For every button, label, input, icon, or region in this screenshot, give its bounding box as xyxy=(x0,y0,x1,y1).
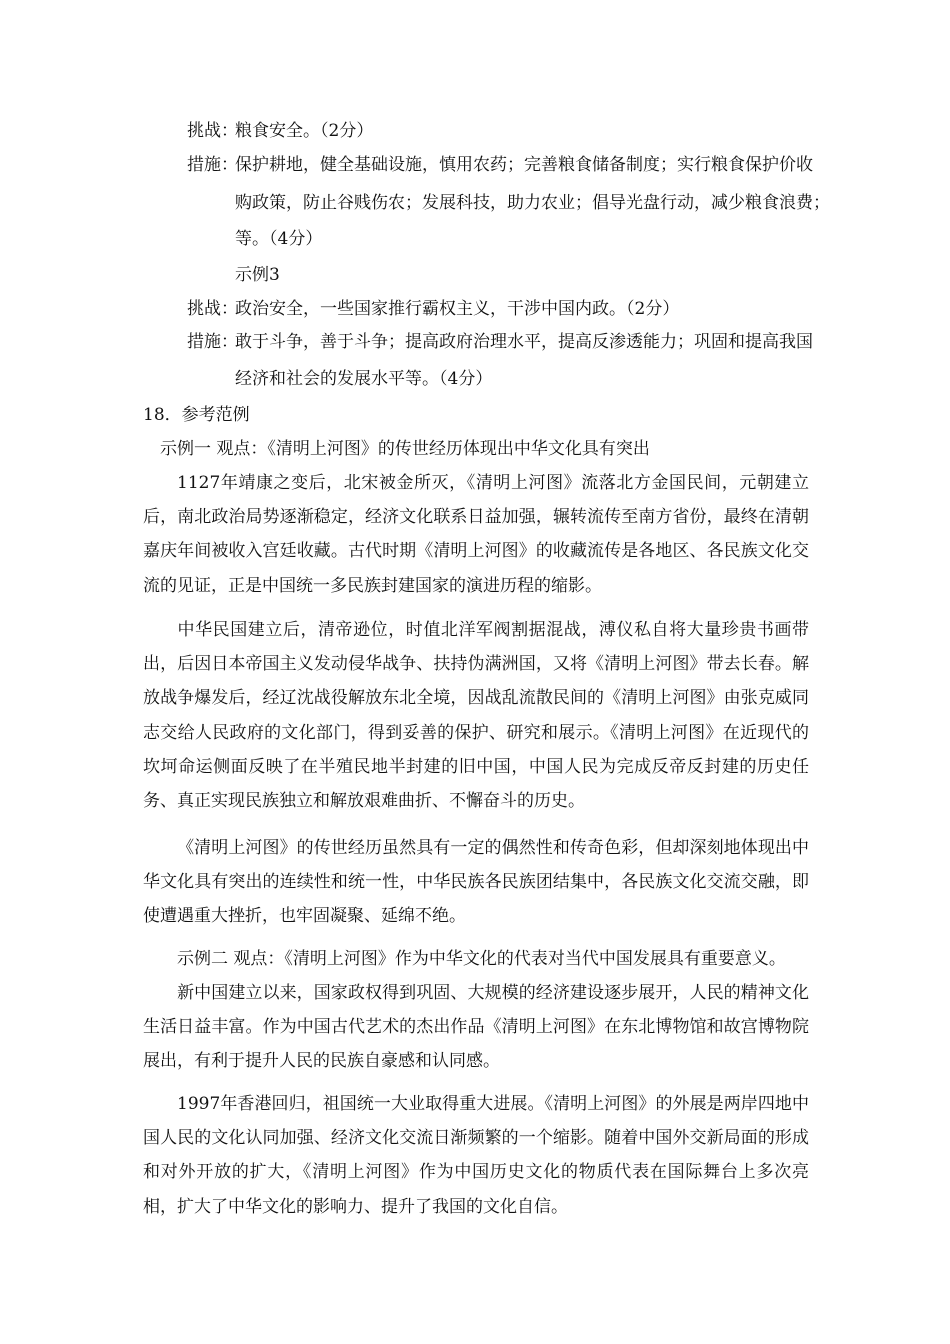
example-one-heading: 示例一 观点：《清明上河图》的传世经历体现出中华文化具有突出 xyxy=(160,439,650,459)
measure-a-label: 措施： xyxy=(187,155,238,175)
measure-b-label: 措施： xyxy=(187,332,238,352)
challenge-a-label: 挑战： xyxy=(187,121,238,141)
measure-a xyxy=(187,154,813,176)
question-18-heading: 18．参考范例 xyxy=(143,405,250,425)
paragraph-5-text: 1997年香港回归，祖国统一大业取得重大进展。《清明上河图》的外展是两岸四地中国人民的文化认同加强、经济文化交流日渐频繁的一个缩影。随着中国外交新局面的形成和对外开放的扩大，《清明上河图》作为中国历史文化的物质代表在国际舞台上多次亮相，扩大了中华文化的影响力、提升了我国的文化自信。 xyxy=(143,1094,809,1217)
example-two-heading: 示例二 观点：《清明上河图》作为中华文化的代表对当代中国发展具有重要意义。 xyxy=(177,949,786,969)
measure-a-line: 购政策，防止谷贱伤农；发展科技，助力农业；倡导光盘行动，减少粮食浪费； xyxy=(235,193,830,213)
paragraph-4 xyxy=(143,976,809,1079)
paragraph-1-text: 1127年靖康之变后，北宋被金所灭，《清明上河图》流落北方金国民间，元朝建立后，南北政治局势逐渐稳定，经济文化联系日益加强，辗转流传至南方省份，最终在清朝嘉庆年间被收入宫廷收藏。古代时期《清明上河图》的收藏流传是各地区、各民族文化交流的见证，正是中国统一多民族封建国家的演进历程的缩影。 xyxy=(143,473,809,596)
challenge-a-text: 粮食安全。（2分） xyxy=(235,121,374,141)
paragraph-3 xyxy=(143,831,809,934)
challenge-b-text: 政治安全，一些国家推行霸权主义，干涉中国内政。（2分） xyxy=(235,299,680,319)
measure-b-line: 敢于斗争，善于斗争；提高政府治理水平，提高反渗透能力；巩固和提高我国 xyxy=(235,332,813,352)
paragraph-2 xyxy=(143,613,809,818)
measure-a-line: 保护耕地，健全基础设施，慎用农药；完善粮食储备制度；实行粮食保护价收 xyxy=(235,155,813,175)
paragraph-1 xyxy=(143,466,809,603)
example-3-heading: 示例3 xyxy=(235,265,280,285)
paragraph-5 xyxy=(143,1087,809,1224)
paragraph-4-text: 新中国建立以来，国家政权得到巩固、大规模的经济建设逐步展开，人民的精神文化生活日益丰富。作为中国古代艺术的杰出作品《清明上河图》在东北博物馆和故宫博物院展出，有利于提升人民的民族自豪感和认同感。 xyxy=(143,983,809,1072)
paragraph-3-text: 《清明上河图》的传世经历虽然具有一定的偶然性和传奇色彩，但却深刻地体现出中华文化具有突出的连续性和统一性，中华民族各民族团结集中，各民族文化交流交融，即使遭遇重大挫折，也牢固凝聚、延绵不绝。 xyxy=(143,838,809,927)
challenge-a xyxy=(187,120,373,142)
measure-a-line: 等。（4分） xyxy=(235,229,323,249)
measure-b xyxy=(187,331,813,353)
paragraph-2-text: 中华民国建立后，清帝逊位，时值北洋军阀割据混战，溥仪私自将大量珍贵书画带出，后因日本帝国主义发动侵华战争、扶持伪满洲国，又将《清明上河图》带去长春。解放战争爆发后，经辽沈战役解放东北全境，因战乱流散民间的《清明上河图》由张克威同志交给人民政府的文化部门，得到妥善的保护、研究和展示。《清明上河图》在近现代的坎坷命运侧面反映了在半殖民地半封建的旧中国，中国人民为完成反帝反封建的历史任务、真正实现民族独立和解放艰难曲折、不懈奋斗的历史。 xyxy=(143,620,809,812)
challenge-b-label: 挑战： xyxy=(187,299,238,319)
challenge-b xyxy=(187,298,679,320)
measure-b-line: 经济和社会的发展水平等。（4分） xyxy=(235,369,493,389)
